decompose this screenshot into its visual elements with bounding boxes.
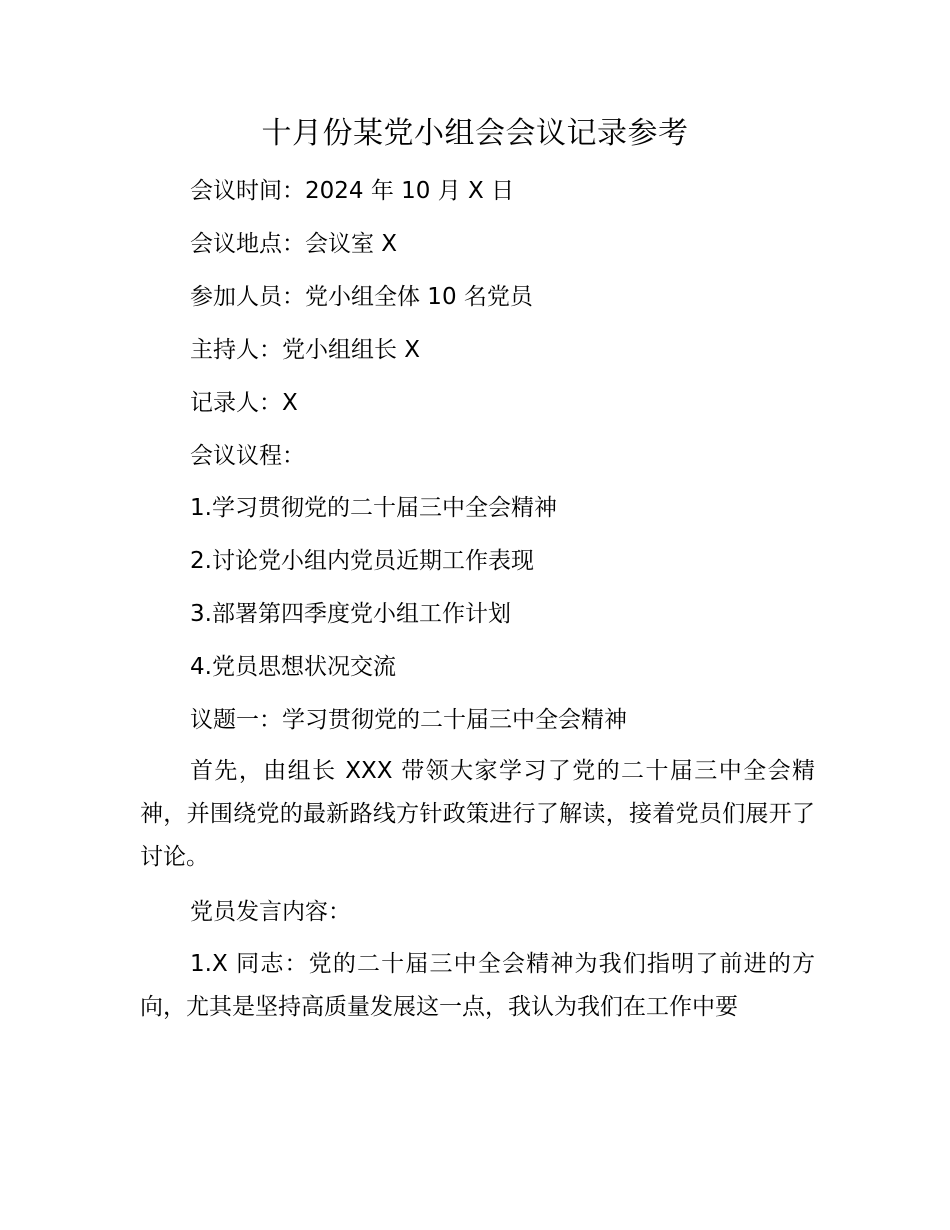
speech-paragraph: 1.X 同志：党的二十届三中全会精神为我们指明了前进的方向，尤其是坚持高质量发展这一点，我认为我们在工作中要 bbox=[140, 951, 815, 1020]
meeting-attendees: 参加人员：党小组全体 10 名党员 bbox=[190, 284, 533, 310]
topic-one-heading: 议题一：学习贯彻党的二十届三中全会精神 bbox=[190, 707, 627, 733]
agenda-item: 1.学习贯彻党的二十届三中全会精神 bbox=[190, 495, 557, 521]
agenda-item: 4.党员思想状况交流 bbox=[190, 654, 396, 680]
agenda-item: 3.部署第四季度党小组工作计划 bbox=[190, 601, 511, 627]
meeting-place: 会议地点：会议室 X bbox=[190, 231, 398, 257]
agenda-heading: 会议议程： bbox=[190, 443, 305, 469]
speeches-heading: 党员发言内容： bbox=[190, 899, 351, 925]
meeting-host: 主持人：党小组组长 X bbox=[190, 337, 421, 363]
meeting-recorder: 记录人：X bbox=[190, 390, 298, 416]
meeting-time: 会议时间：2024 年 10 月 X 日 bbox=[190, 178, 515, 204]
topic-one-paragraph: 首先，由组长 XXX 带领大家学习了党的二十届三中全会精神，并围绕党的最新路线方针政策进行了解读，接着党员们展开了讨论。 bbox=[140, 758, 815, 870]
document-title: 十月份某党小组会会议记录参考 bbox=[261, 116, 689, 151]
agenda-item: 2.讨论党小组内党员近期工作表现 bbox=[190, 548, 534, 574]
